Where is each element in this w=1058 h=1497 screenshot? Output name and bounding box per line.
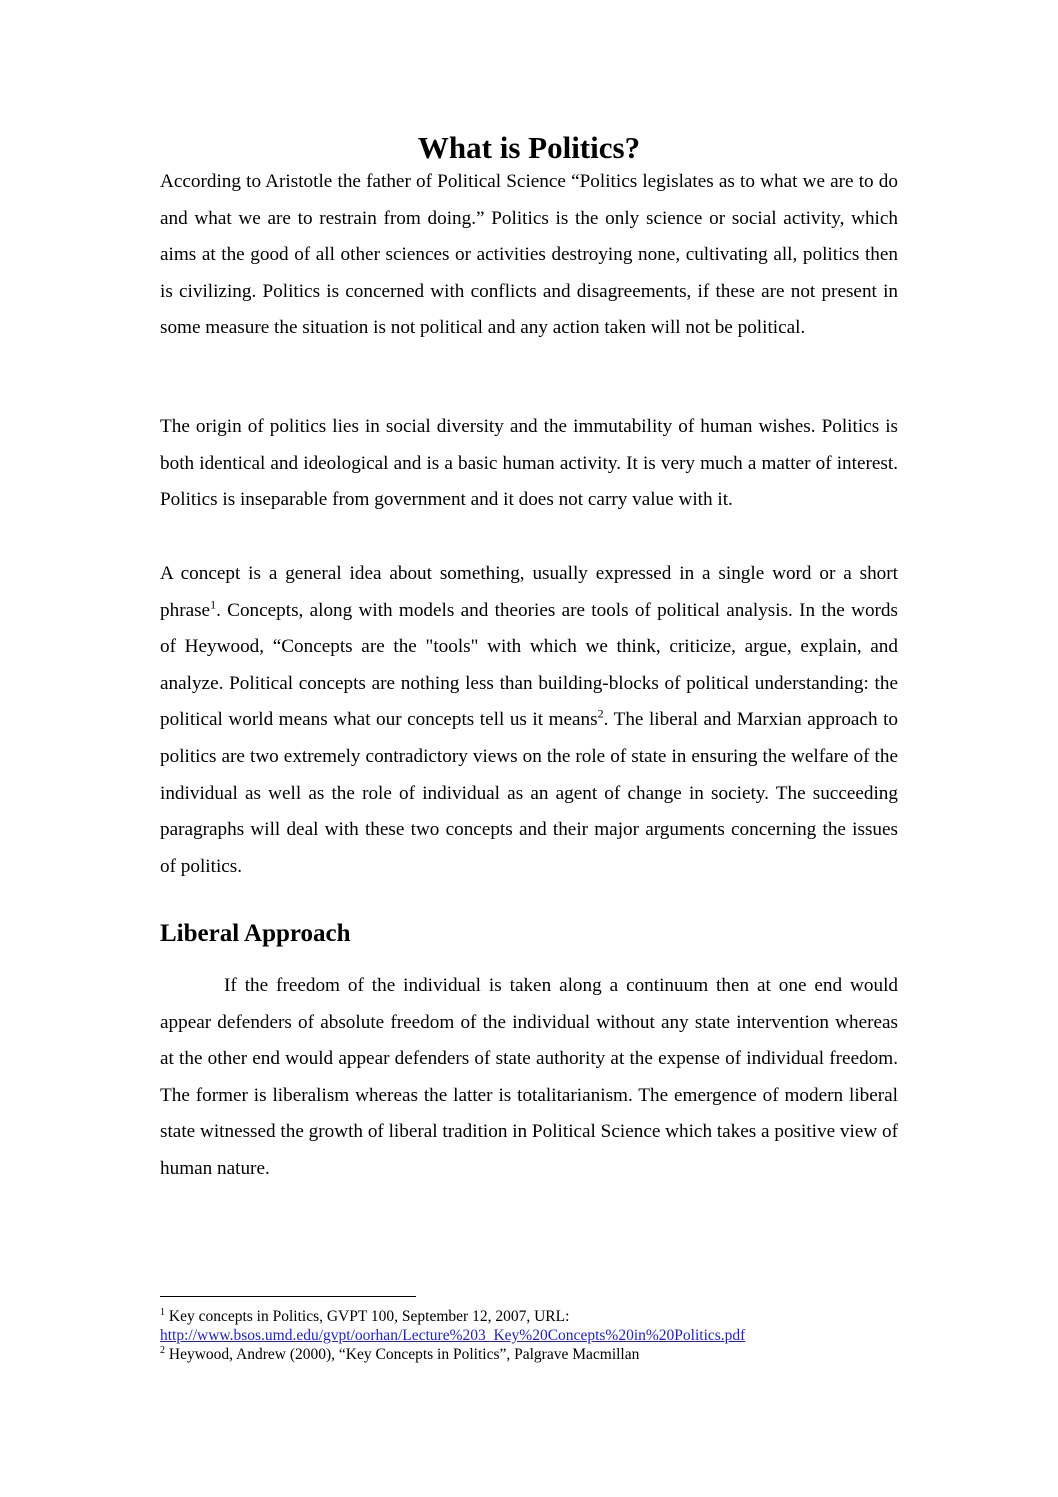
section-heading: Liberal Approach bbox=[160, 920, 351, 947]
paragraph-aristotle: According to Aristotle the father of Political Science “Politics legislates as to what we are to do and what we are to restrain from doing.” Politics is the only science or social activity, which aims at the good of all other sciences or activities destroying none, cultivating all, politics then is civilizing. Politics is concerned with conflicts and disagreements, if these are not present in some measure the situation is not political and any action taken will not be political. bbox=[160, 171, 898, 339]
footnote-2 bbox=[160, 1345, 898, 1364]
footnote-1-text: Key concepts in Politics, GVPT 100, September 12, 2007, URL: bbox=[165, 1308, 570, 1325]
footnote-1 bbox=[160, 1307, 898, 1326]
footnote-1-mark: 1 bbox=[160, 1306, 165, 1318]
footnote-divider bbox=[160, 1296, 416, 1297]
concepts-text-a: A concept is a general idea about something, usually expressed in a single word or a short phrase bbox=[160, 563, 898, 621]
concepts-text-b: . Concepts, along with models and theories are tools of political analysis. In the words of Heywood, “Concepts are the "tools" with which we think, criticize, argue, explain, and analyze. Political concepts are nothing less than building-blocks of political understanding: the political world means what our concepts tell us it means bbox=[160, 599, 898, 731]
concepts-text-c: . The liberal and Marxian approach to politics are two extremely contradictory views on the role of state in ensuring the welfare of the individual as well as the role of individual as an agent of change in society. The succeeding paragraphs will deal with these two concepts and their major arguments concerning the issues of politics. bbox=[160, 709, 898, 877]
footnote-1-url-line bbox=[160, 1326, 898, 1345]
paragraph-concepts bbox=[160, 556, 898, 885]
page-title: What is Politics? bbox=[417, 130, 641, 165]
footnotes bbox=[160, 1307, 898, 1364]
footnote-1-link[interactable]: http://www.bsos.umd.edu/gvpt/oorhan/Lecture%203_Key%20Concepts%20in%20Politics.pdf bbox=[160, 1327, 746, 1344]
footnote-2-mark: 2 bbox=[160, 1344, 165, 1356]
footnote-ref-2[interactable]: 2 bbox=[597, 706, 604, 721]
paragraph-origin: The origin of politics lies in social diversity and the immutability of human wishes. Politics is both identical and ideological and is a basic human activity. It is very much a matter of interest. Politics is inseparable from government and it does not carry value with it. bbox=[160, 416, 898, 511]
footnote-ref-1[interactable]: 1 bbox=[210, 597, 217, 612]
paragraph-liberal: If the freedom of the individual is taken along a continuum then at one end would appear defenders of absolute freedom of the individual without any state intervention whereas at the other end would appear defenders of state authority at the expense of individual freedom. The former is liberalism whereas the latter is totalitarianism. The emergence of modern liberal state witnessed the growth of liberal tradition in Political Science which takes a positive view of human nature. bbox=[160, 975, 898, 1179]
footnote-2-text: Heywood, Andrew (2000), “Key Concepts in Politics”, Palgrave Macmillan bbox=[165, 1346, 640, 1363]
